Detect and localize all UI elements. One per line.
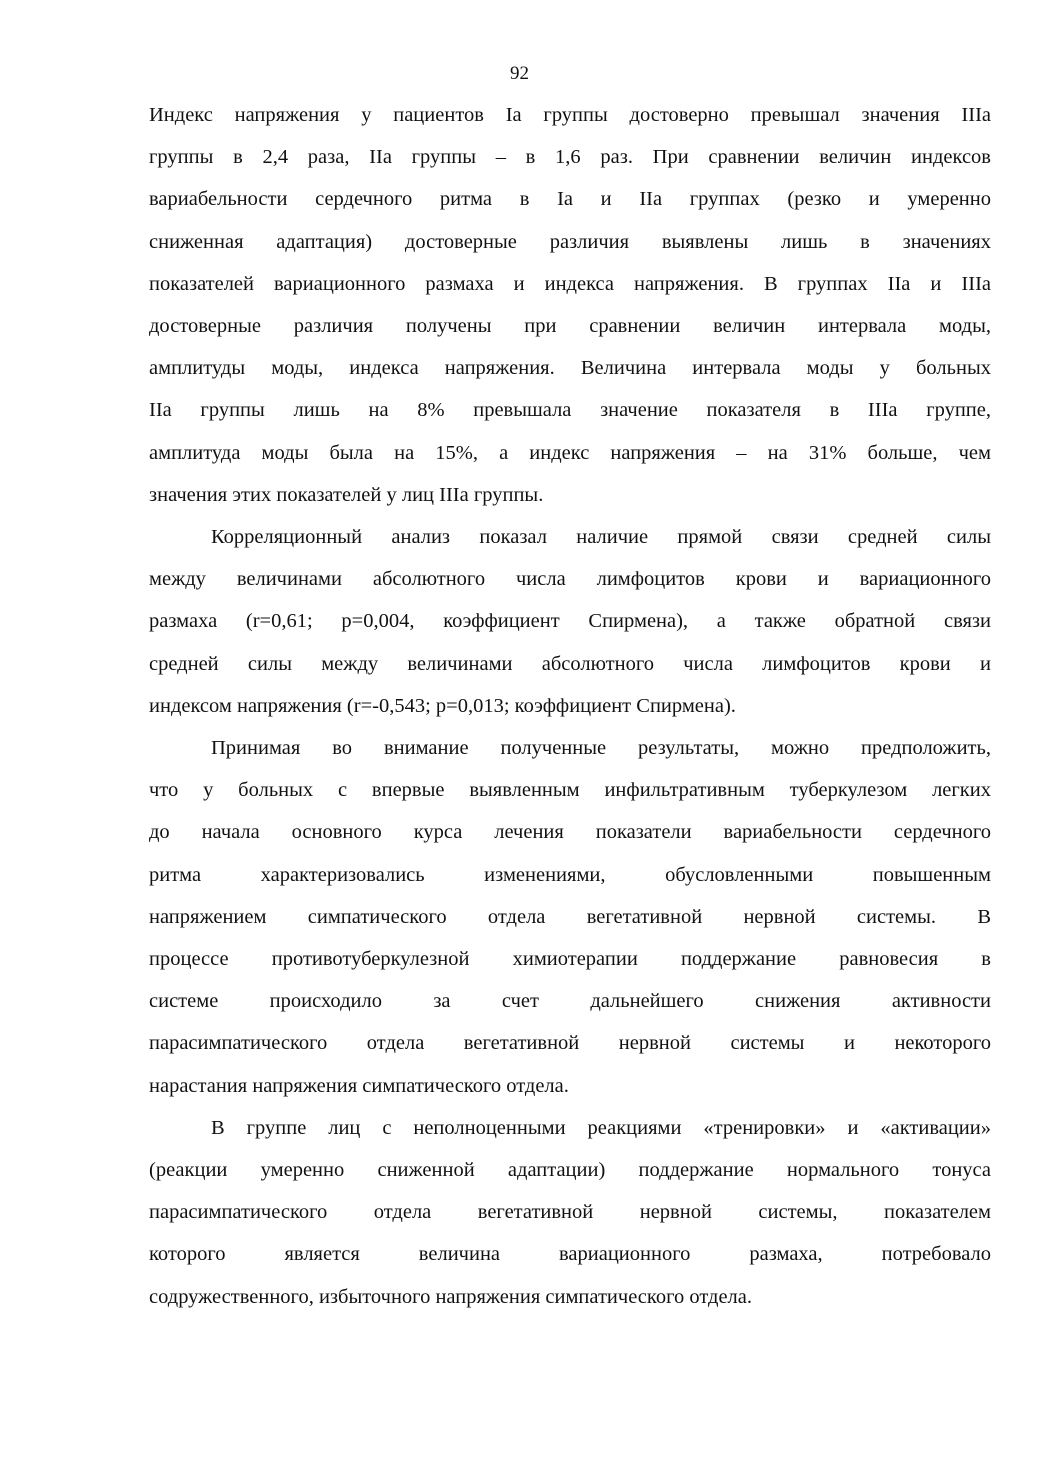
text-line: Корреляционный анализ показал наличие прямой связи средней силы: [211, 526, 991, 549]
paragraph: [149, 94, 991, 516]
text-line: которого является величина вариационного размаха, потребовало: [149, 1243, 991, 1266]
text-line: парасимпатического отдела вегетативной нервной системы и некоторого: [149, 1032, 991, 1055]
text-line: до начала основного курса лечения показатели вариабельности сердечного: [149, 821, 991, 844]
paragraph: [149, 1107, 991, 1318]
text-line: ритма характеризовались изменениями, обусловленными повышенным: [149, 863, 991, 886]
text-line: парасимпатического отдела вегетативной нервной системы, показателем: [149, 1201, 991, 1224]
text-line: сниженная адаптация) достоверные различия выявлены лишь в значениях: [149, 230, 991, 253]
text-line: что у больных с впервые выявленным инфильтративным туберкулезом легких: [149, 779, 991, 802]
text-line: В группе лиц с неполноценными реакциями «тренировки» и «активации»: [211, 1116, 991, 1139]
text-line: процессе противотуберкулезной химиотерапии поддержание равновесия в: [149, 948, 991, 971]
text-line: амплитуда моды была на 15%, а индекс напряжения – на 31% больше, чем: [149, 441, 991, 464]
text-line: IIa группы лишь на 8% превышала значение показателя в IIIa группе,: [149, 399, 991, 422]
document-body: [149, 94, 991, 1318]
text-line: амплитуды моды, индекса напряжения. Величина интервала моды у больных: [149, 357, 991, 380]
text-line: содружественного, избыточного напряжения симпатического отдела.: [149, 1285, 752, 1308]
text-line: показателей вариационного размаха и индекса напряжения. В группах IIa и IIIa: [149, 272, 991, 295]
text-line: группы в 2,4 раза, IIa группы – в 1,6 раз. При сравнении величин индексов: [149, 146, 991, 169]
text-line: значения этих показателей у лиц IIIa группы.: [149, 483, 544, 506]
text-line: вариабельности сердечного ритма в Ia и IIa группах (резко и умеренно: [149, 188, 991, 211]
text-line: между величинами абсолютного числа лимфоцитов крови и вариационного: [149, 568, 991, 591]
text-line: индексом напряжения (r=-0,543; p=0,013; коэффициент Спирмена).: [149, 694, 736, 717]
text-line: средней силы между величинами абсолютного числа лимфоцитов крови и: [149, 652, 991, 675]
text-line: размаха (r=0,61; p=0,004, коэффициент Спирмена), а также обратной связи: [149, 610, 991, 633]
paragraph: [149, 516, 991, 727]
text-line: нарастания напряжения симпатического отдела.: [149, 1074, 569, 1097]
paragraph: [149, 727, 991, 1107]
page-number: 92: [510, 63, 529, 84]
text-line: Индекс напряжения у пациентов Ia группы достоверно превышал значения IIIa: [149, 104, 991, 126]
text-line: достоверные различия получены при сравнении величин интервала моды,: [149, 315, 991, 338]
text-line: напряжением симпатического отдела вегетативной нервной системы. В: [149, 905, 991, 928]
text-line: (реакции умеренно сниженной адаптации) поддержание нормального тонуса: [149, 1159, 991, 1182]
text-line: системе происходило за счет дальнейшего снижения активности: [149, 990, 991, 1013]
text-line: Принимая во внимание полученные результаты, можно предположить,: [211, 737, 991, 760]
